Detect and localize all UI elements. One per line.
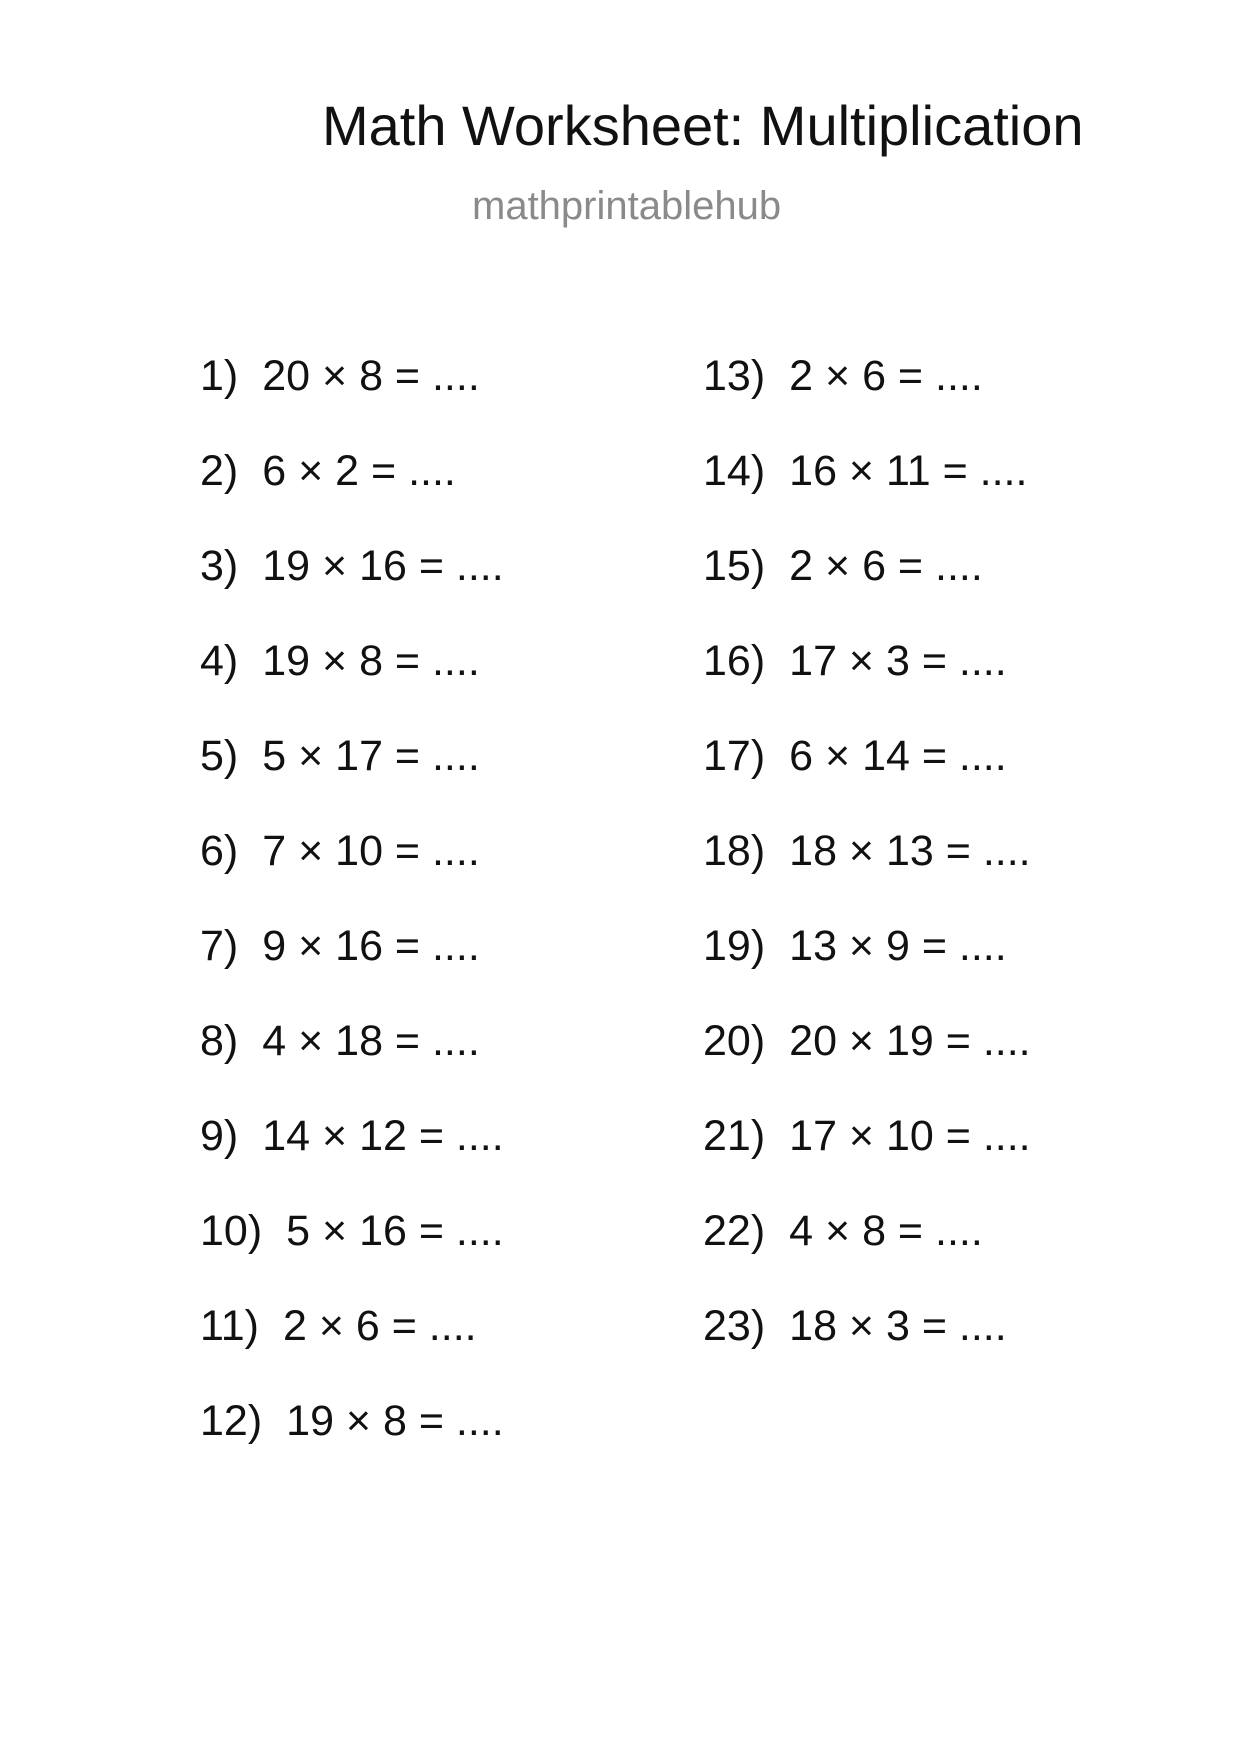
problem-expression: 2 × 6 = .... [282,1302,477,1350]
problem-item [703,1302,1031,1400]
problem-number: 14) [703,447,766,495]
problem-expression: 19 × 16 = .... [262,542,504,590]
problem-expression: 5 × 16 = .... [286,1207,504,1255]
problem-number: 12) [200,1397,263,1445]
problem-expression: 16 × 11 = .... [789,447,1028,495]
problem-number: 15) [703,542,766,590]
problem-expression: 18 × 13 = .... [789,827,1031,875]
problem-item [703,637,1031,735]
problem-item [200,827,504,925]
problem-item [200,542,504,640]
problem-expression: 19 × 8 = .... [262,637,480,685]
problem-expression: 14 × 12 = .... [262,1112,504,1160]
problem-expression: 6 × 2 = .... [262,447,456,495]
problem-item [200,1207,504,1305]
problem-expression: 19 × 8 = .... [286,1397,504,1445]
problem-expression: 17 × 3 = .... [789,637,1007,685]
problem-number: 9) [200,1112,239,1160]
problem-number: 10) [200,1207,263,1255]
problem-expression: 18 × 3 = .... [789,1302,1007,1350]
problem-expression: 5 × 17 = .... [262,732,480,780]
problem-number: 16) [703,637,766,685]
problem-column-left [200,352,504,1495]
problem-item [200,447,504,545]
problem-expression: 20 × 8 = .... [262,352,480,400]
problem-item [200,637,504,735]
problem-item [703,542,1031,640]
problem-item [703,922,1031,1020]
problem-expression: 9 × 16 = .... [262,922,480,970]
problem-item [200,1397,504,1495]
problem-expression: 2 × 6 = .... [789,542,983,590]
problem-item [200,1302,504,1400]
problem-item [200,1017,504,1115]
problem-number: 7) [200,922,239,970]
problem-item [200,922,504,1020]
problem-number: 23) [703,1302,766,1350]
problem-number: 17) [703,732,766,780]
problem-expression: 20 × 19 = .... [789,1017,1031,1065]
problem-item [703,352,1031,450]
problem-number: 11) [200,1302,259,1350]
problem-item [703,827,1031,925]
problem-expression: 7 × 10 = .... [262,827,480,875]
problem-item [703,1207,1031,1305]
problem-number: 1) [200,352,239,400]
problem-item [703,1112,1031,1210]
problem-number: 3) [200,542,239,590]
problem-number: 18) [703,827,766,875]
problem-expression: 2 × 6 = .... [789,352,983,400]
problem-expression: 6 × 14 = .... [789,732,1007,780]
problem-number: 13) [703,352,766,400]
problem-number: 22) [703,1207,766,1255]
problem-number: 2) [200,447,239,495]
problem-expression: 17 × 10 = .... [789,1112,1031,1160]
problem-item [200,1112,504,1210]
problem-item [200,732,504,830]
problem-number: 5) [200,732,239,780]
problem-expression: 4 × 8 = .... [789,1207,983,1255]
worksheet-source: mathprintablehub [472,184,782,228]
problem-number: 21) [703,1112,766,1160]
problem-number: 8) [200,1017,239,1065]
problem-item [703,1017,1031,1115]
problem-item [703,732,1031,830]
problem-number: 4) [200,637,239,685]
problem-item [703,447,1031,545]
problem-number: 20) [703,1017,766,1065]
worksheet-title: Math Worksheet: Multiplication [322,94,1084,157]
problem-item [200,352,504,450]
problem-number: 19) [703,922,766,970]
problem-number: 6) [200,827,239,875]
problem-column-right [703,352,1031,1400]
problem-expression: 4 × 18 = .... [262,1017,480,1065]
problem-expression: 13 × 9 = .... [789,922,1007,970]
